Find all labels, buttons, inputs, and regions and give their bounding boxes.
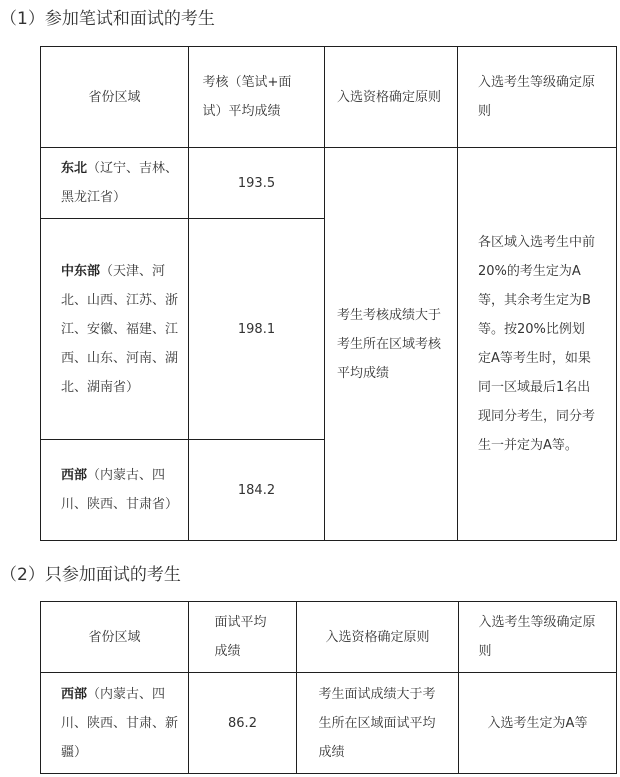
region-name: 西部 [61, 468, 88, 483]
header-score-text: 面试平均成绩 [214, 615, 267, 659]
region-cell-west [41, 440, 189, 541]
qualification-rule-cell [325, 148, 458, 541]
region-detail: （内蒙古、四川、陕西、甘肃、新疆） [61, 686, 179, 760]
qualification-rule-text: 考生面试成绩大于考生所在区域面试平均成绩 [318, 686, 436, 760]
table-header-row [41, 47, 617, 148]
header-qualification [325, 47, 458, 148]
header-score-text: 考核（笔试+面试）平均成绩 [202, 75, 292, 119]
qualification-rule-text: 考生考核成绩大于考生所在区域考核平均成绩 [337, 307, 442, 381]
header-qualification-text: 入选资格确定原则 [337, 89, 442, 105]
score-cell: 193.5 [189, 148, 325, 219]
header-grade-text: 入选考生等级确定原则 [478, 615, 596, 659]
table-row [41, 673, 617, 774]
grade-rule-cell: 入选考生定为A等 [459, 673, 617, 774]
region-cell-northeast [41, 148, 189, 219]
score-cell: 198.1 [189, 219, 325, 440]
region-detail: （天津、河北、山西、江苏、浙江、安徽、福建、江西、山东、河南、湖北、湖南省） [61, 263, 179, 395]
region-cell-west [41, 673, 189, 774]
section-heading-interview-only: （2）只参加面试的考生 [0, 565, 181, 585]
region-name: 西部 [61, 686, 88, 702]
header-grade [459, 602, 617, 673]
header-grade [458, 47, 617, 148]
region-name: 中东部 [61, 263, 101, 279]
header-region: 省份区域 [41, 47, 189, 148]
region-cell-central-east [41, 219, 189, 440]
score-cell: 184.2 [189, 440, 325, 541]
table-row [41, 148, 617, 219]
grade-rule-cell [458, 148, 617, 541]
region-detail: （辽宁、吉林、黑龙江省） [61, 161, 179, 205]
qualification-rule-cell [297, 673, 459, 774]
score-cell: 86.2 [189, 673, 297, 774]
grade-rule-text: 各区域入选考生中前20%的考生定为A等，其余考生定为B等。按20%比例划定A等考生时，如果同一区域最后1名出现同分考生，同分考生一并定为A等。 [478, 235, 596, 453]
header-region: 省份区域 [41, 602, 189, 673]
header-grade-text: 入选考生等级确定原则 [478, 75, 596, 119]
region-detail: （内蒙古、四川、陕西、甘肃省） [61, 468, 179, 512]
header-score [189, 602, 297, 673]
section-heading-written-and-interview: （1）参加笔试和面试的考生 [0, 9, 215, 29]
region-name: 东北 [61, 161, 88, 176]
header-qualification: 入选资格确定原则 [297, 602, 459, 673]
written-and-interview-table [40, 46, 617, 541]
table-header-row [41, 602, 617, 673]
header-score [189, 47, 325, 148]
interview-only-table [40, 601, 617, 774]
